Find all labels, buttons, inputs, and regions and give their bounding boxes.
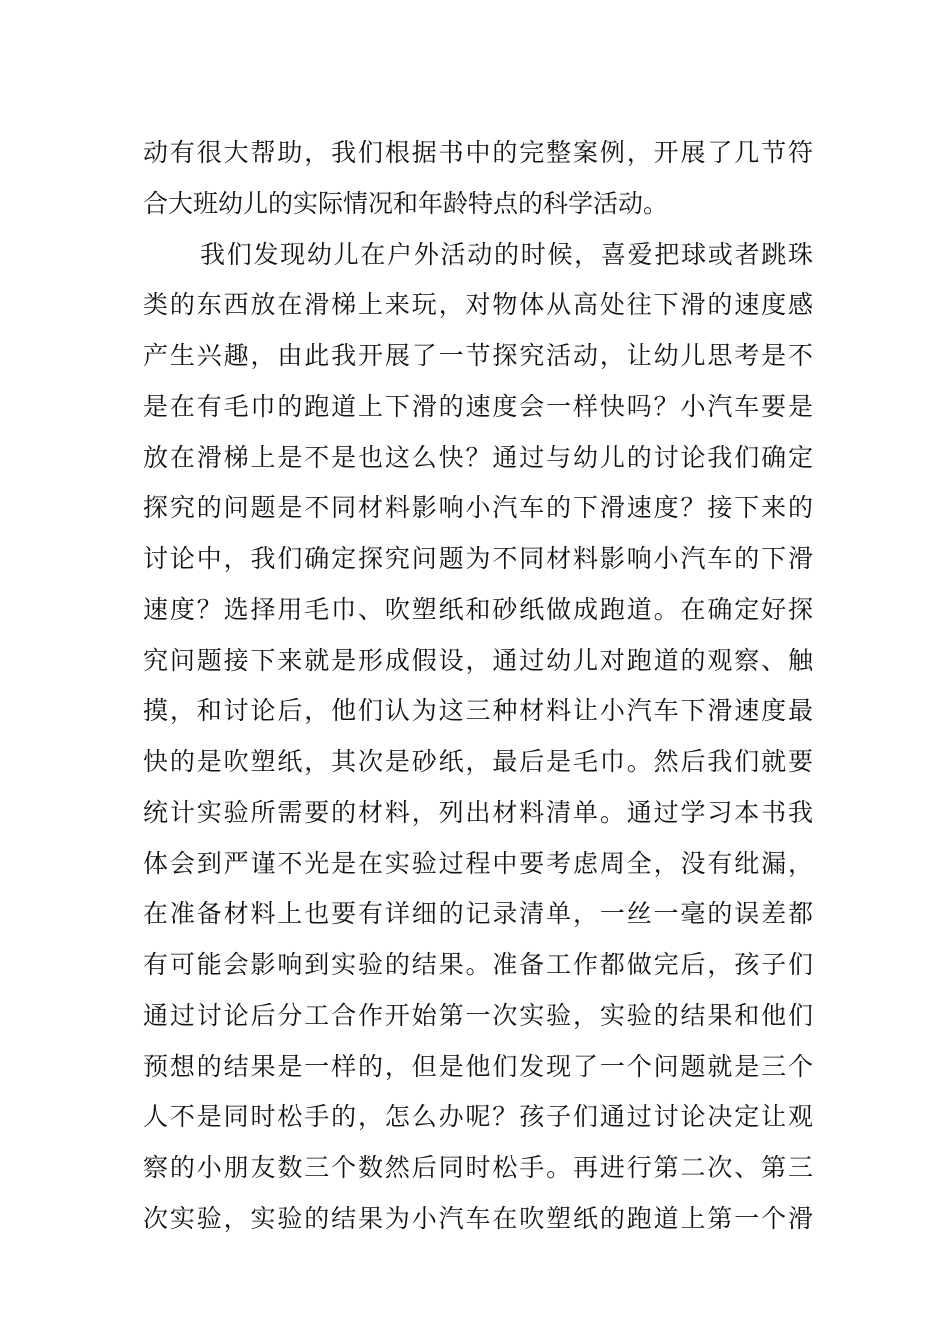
text-line: 是在有毛巾的跑道上下滑的速度会一样快吗？小汽车要是 bbox=[143, 391, 813, 421]
paragraph-first-line: 我们发现幼儿在户外活动的时候，喜爱把球或者跳珠 bbox=[200, 239, 813, 269]
text-line: 讨论中，我们确定探究问题为不同材料影响小汽车的下滑 bbox=[143, 544, 813, 573]
text-line: 速度？选择用毛巾、吹塑纸和砂纸做成跑道。在确定好探 bbox=[143, 594, 813, 624]
text-line: 预想的结果是一样的，但是他们发现了一个问题就是三个 bbox=[143, 1051, 813, 1081]
text-line: 动有很大帮助，我们根据书中的完整案例，开展了几节符 bbox=[143, 138, 813, 167]
text-line: 放在滑梯上是不是也这么快？通过与幼儿的讨论我们确定 bbox=[143, 442, 813, 472]
text-line: 有可能会影响到实验的结果。准备工作都做完后，孩子们 bbox=[143, 950, 813, 979]
text-line: 在准备材料上也要有详细的记录清单，一丝一毫的误差都 bbox=[143, 899, 813, 929]
text-line: 统计实验所需要的材料，列出材料清单。通过学习本书我 bbox=[143, 797, 813, 827]
text-line: 人不是同时松手的，怎么办呢？孩子们通过讨论决定让观 bbox=[143, 1102, 813, 1132]
text-line: 摸，和讨论后，他们认为这三种材料让小汽车下滑速度最 bbox=[143, 696, 813, 726]
text-line: 通过讨论后分工合作开始第一次实验，实验的结果和他们 bbox=[143, 1000, 813, 1030]
text-line: 类的东西放在滑梯上来玩，对物体从高处往下滑的速度感 bbox=[143, 290, 813, 320]
text-line: 快的是吹塑纸，其次是砂纸，最后是毛巾。然后我们就要 bbox=[143, 747, 813, 776]
body-text bbox=[143, 128, 813, 1245]
text-line: 究问题接下来就是形成假设，通过幼儿对跑道的观察、触 bbox=[143, 645, 813, 675]
text-line: 探究的问题是不同材料影响小汽车的下滑速度？接下来的 bbox=[143, 493, 813, 523]
text-line: 合大班幼儿的实际情况和年龄特点的科学活动。 bbox=[143, 188, 669, 218]
text-line: 次实验，实验的结果为小汽车在吹塑纸的跑道上第一个滑 bbox=[143, 1203, 813, 1233]
text-line: 产生兴趣，由此我开展了一节探究活动，让幼儿思考是不 bbox=[143, 341, 813, 370]
text-line: 体会到严谨不光是在实验过程中要考虑周全，没有纰漏， bbox=[143, 848, 813, 878]
text-line: 察的小朋友数三个数然后同时松手。再进行第二次、第三 bbox=[143, 1153, 813, 1182]
